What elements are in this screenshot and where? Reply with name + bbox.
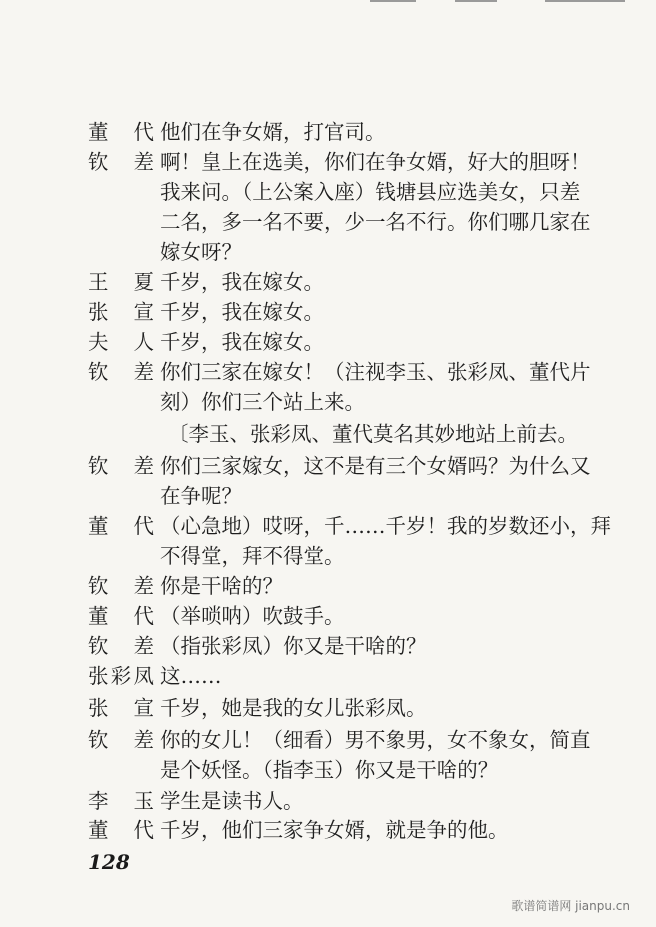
line-text: 是个妖怪。（指李玉）你又是干啥的？ <box>160 758 499 782</box>
speaker-label: 董 代 <box>88 514 154 538</box>
line-text: 他们在争女婿，打官司。 <box>160 120 386 144</box>
top-rule-left <box>370 0 416 2</box>
line-text: （举唢呐）吹鼓手。 <box>160 604 345 628</box>
speaker-label: 王 夏 <box>88 270 154 294</box>
line-text: 千岁，我在嫁女。 <box>160 330 324 354</box>
speaker-label: 张 宣 <box>88 300 154 324</box>
line-text: 刻）你们三个站上来。 <box>160 390 365 414</box>
line-text: 你的女儿！（细看）男不象男，女不象女，简直 <box>160 728 591 752</box>
line-text: （心急地）哎呀，千……千岁！我的岁数还小，拜 <box>160 514 611 538</box>
speaker-label: 钦 差 <box>88 634 154 658</box>
line-text: 我来问。（上公案入座）钱塘县应选美女，只差 <box>160 180 581 204</box>
line-text: 这…… <box>160 664 222 688</box>
speaker-label: 钦 差 <box>88 150 154 174</box>
line-text: 啊！皇上在选美，你们在争女婿，好大的胆呀！ <box>160 150 591 174</box>
line-text: 嫁女呀？ <box>160 240 242 264</box>
speaker-label: 钦 差 <box>88 728 154 752</box>
line-text: 千岁，他们三家争女婿，就是争的他。 <box>160 818 509 842</box>
speaker-label: 董 代 <box>88 818 154 842</box>
page-number: 128 <box>88 850 130 874</box>
line-text: 千岁，她是我的女儿张彩凤。 <box>160 696 427 720</box>
speaker-label: 夫 人 <box>88 330 154 354</box>
line-text: 你们三家嫁女，这不是有三个女婿吗？为什么又 <box>160 454 591 478</box>
speaker-label: 钦 差 <box>88 360 154 384</box>
line-text: 千岁，我在嫁女。 <box>160 270 324 294</box>
line-text: 〔李玉、张彩凤、董代莫名其妙地站上前去。 <box>168 422 578 446</box>
line-text: 千岁，我在嫁女。 <box>160 300 324 324</box>
watermark: 歌谱简谱网 jianpu.cn <box>511 899 630 913</box>
speaker-label: 钦 差 <box>88 454 154 478</box>
speaker-label: 董 代 <box>88 604 154 628</box>
line-text: 你们三家在嫁女！（注视李玉、张彩凤、董代片 <box>160 360 591 384</box>
top-rule-middle <box>455 0 497 2</box>
speaker-label: 钦 差 <box>88 574 154 598</box>
speaker-label: 董 代 <box>88 120 154 144</box>
speaker-label: 张 宣 <box>88 696 154 720</box>
line-text: 学生是读书人。 <box>160 789 304 813</box>
line-text: 你是干啥的？ <box>160 574 283 598</box>
line-text: 在争呢？ <box>160 484 242 508</box>
speaker-label: 李 玉 <box>88 789 154 813</box>
line-text: （指张彩凤）你又是干啥的？ <box>160 634 427 658</box>
line-text: 二名，多一名不要，少一名不行。你们哪几家在 <box>160 210 591 234</box>
line-text: 不得堂，拜不得堂。 <box>160 544 345 568</box>
top-rule-right <box>545 0 625 2</box>
speaker-label: 张 彩 凤 <box>88 664 154 688</box>
